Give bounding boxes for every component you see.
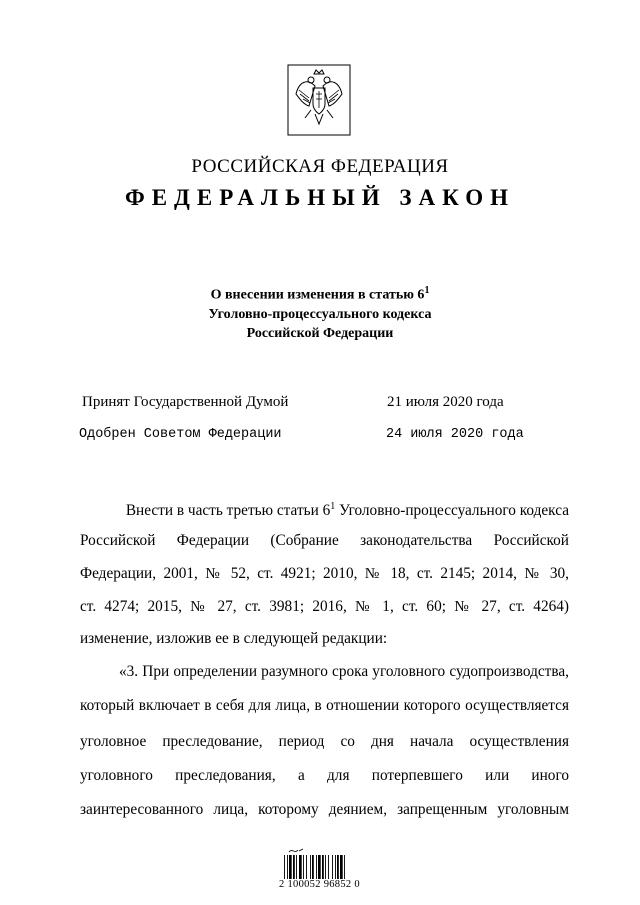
law-type-heading: ФЕДЕРАЛЬНЫЙ ЗАКОН bbox=[124, 185, 516, 210]
barcode-number: 2 100052 96852 0 bbox=[279, 879, 360, 890]
country-heading: РОССИЙСКАЯ ФЕДЕРАЦИЯ bbox=[191, 156, 449, 177]
title-line-1: О внесении изменения в статью $6^1$ bbox=[210, 285, 430, 303]
approved-label: Одобрен Советом Федерации bbox=[79, 427, 282, 442]
barcode-icon bbox=[283, 847, 363, 881]
body-line-2: Российской Федерации (Собрание законодательства Российской bbox=[80, 532, 569, 549]
coat-of-arms-icon bbox=[287, 64, 351, 136]
adopted-label: Принят Государственной Думой bbox=[82, 394, 289, 410]
body-line-9: уголовного преследования, а для потерпевшего или иного bbox=[80, 767, 569, 784]
title-line-2: Уголовно-процессуального кодекса bbox=[208, 306, 432, 322]
body-line-7: который включает в себя для лица, в отношении которого осуществляется bbox=[80, 697, 569, 714]
body-line-5: изменение, изложив ее в следующей редакции: bbox=[80, 630, 388, 647]
body-line-4: ст. 4274; 2015, № 27, ст. 3981; 2016, № 1, ст. 60; № 27, ст. 4264) bbox=[80, 598, 569, 615]
title-line-3: Российской Федерации bbox=[246, 325, 394, 341]
body-line-10: заинтересованного лица, которому деянием, запрещенным уголовным bbox=[80, 801, 569, 818]
body-line-1: Внести в часть третью статьи $6^1$ Уголовно-процессуального кодекса bbox=[125, 501, 569, 520]
body-line-6: «3. При определении разумного срока уголовного судопроизводства, bbox=[119, 663, 569, 680]
body-line-3: Федерации, 2001, № 52, ст. 4921; 2010, № 18, ст. 2145; 2014, № 30, bbox=[80, 565, 569, 582]
law-title bbox=[0, 281, 640, 343]
approved-date: 24 июля 2020 года bbox=[386, 427, 524, 442]
body-line-8: уголовное преследование, период со дня начала осуществления bbox=[80, 733, 569, 750]
adopted-date: 21 июля 2020 года bbox=[387, 394, 504, 410]
